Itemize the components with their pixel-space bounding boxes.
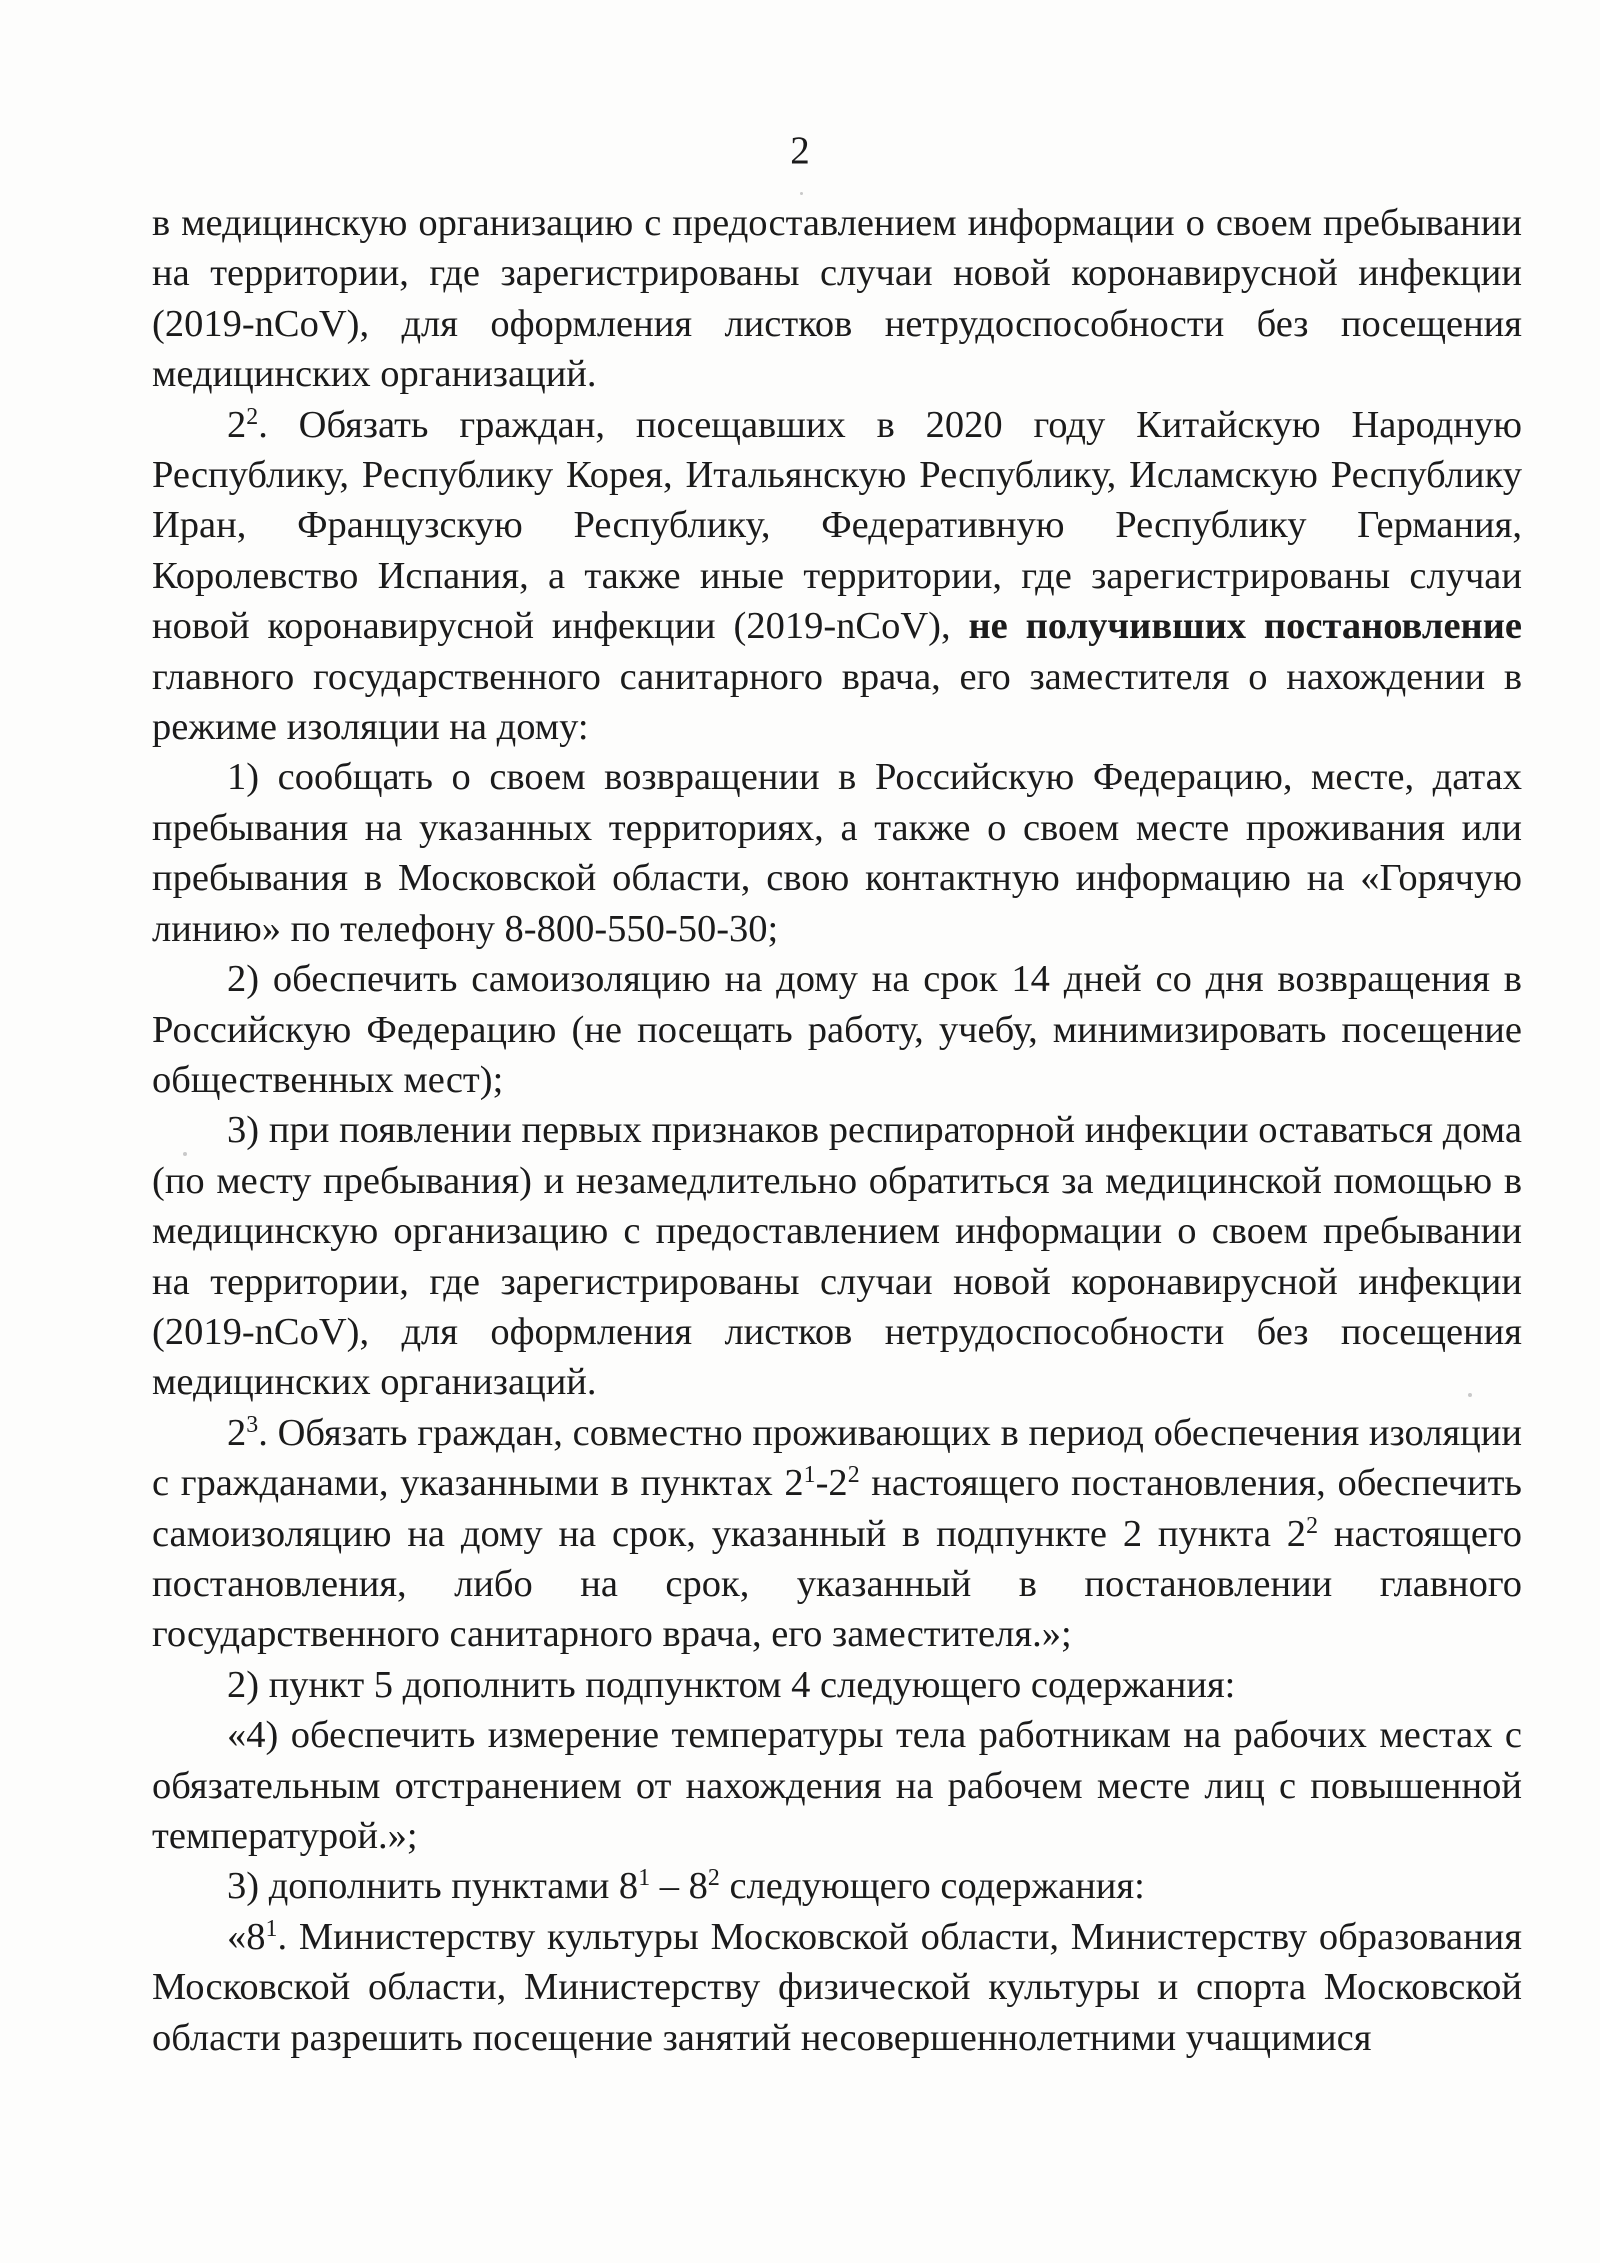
superscript-b: 2 <box>847 1462 860 1489</box>
superscript-a: 1 <box>265 1915 278 1942</box>
amendment-points-8 <box>152 1861 1522 1911</box>
superscript-a: 1 <box>803 1462 816 1489</box>
amendment-point-5: 2) пункт 5 дополнить подпунктом 4 следующего содержания: <box>227 1663 1236 1706</box>
paragraph-item-8-1 <box>152 1912 1522 2063</box>
paragraph-text-a: . Обязать граждан, совместно проживающих в период обеспечения изоляции с гражданами, указанными в пунктах 2 <box>152 1411 1522 1505</box>
superscript-b: 2 <box>707 1865 720 1892</box>
paragraph-text-b: -2 <box>815 1462 848 1505</box>
scan-speck <box>183 1152 187 1156</box>
subitem-3: 3) при появлении первых признаков респираторной инфекции оставаться дома (по месту пребывания) и незамедлительно обратиться за медицинской помощью в медицинскую организацию с предоставлением информации о своем пребывании на территории, где зарегистрированы случаи новой коронавирусной инфекции (2019-nCoV), для оформления листков нетрудоспособности без посещения медицинских организаций. <box>152 1109 1522 1404</box>
page-number: 2 <box>790 129 810 172</box>
scan-speck <box>800 192 803 195</box>
bold-emphasis: не получивших постановление <box>968 605 1522 648</box>
subitem-2: 2) обеспечить самоизоляцию на дому на срок 14 дней со дня возвращения в Российскую Федерацию (не посещать работу, учебу, минимизировать посещение общественных мест); <box>152 958 1522 1101</box>
superscript-c: 2 <box>1306 1512 1318 1539</box>
item-superscript: 3 <box>246 1411 259 1438</box>
paragraph-text-a: «8 <box>227 1915 266 1958</box>
paragraph-text-d: настоящего постановления, либо на срок, указанный в постановлении главного государственного санитарного врача, его заместителя.»; <box>152 1512 1522 1656</box>
superscript-a: 1 <box>638 1865 651 1892</box>
paragraph-text-a: 3) дополнить пунктами 8 <box>227 1865 639 1908</box>
paragraph-text-b: . Министерству культуры Московской области, Министерству образования Московской области, Министерству физической культуры и спорта Московской области разрешить посещение занятий несовершеннолетними учащимися <box>152 1915 1522 2059</box>
paragraph-text-c: настоящего постановления, обеспечить самоизоляцию на дому на срок, указанный в подпункте 2 пункта 2 <box>152 1462 1522 1555</box>
paragraph-text-c: следующего содержания: <box>719 1865 1145 1908</box>
paragraph-text-b: – 8 <box>650 1865 708 1908</box>
paragraph-item-2-2 <box>152 400 1522 753</box>
item-number: 2 <box>227 1411 247 1454</box>
document-body <box>152 198 1522 2063</box>
paragraph-continuation: в медицинскую организацию с предоставлением информации о своем пребывании на территории, где зарегистрированы случаи новой коронавирусной инфекции (2019-nCoV), для оформления листков нетрудоспособности без посещения медицинских организаций. <box>152 202 1522 396</box>
item-number: 2 <box>227 403 247 446</box>
paragraph-text-tail: главного государственного санитарного врача, его заместителя о нахождении в режиме изоляции на дому: <box>152 655 1522 749</box>
scan-speck <box>1468 1393 1472 1397</box>
paragraph-item-2-3 <box>152 1408 1522 1660</box>
subitem-1: 1) сообщать о своем возвращении в Российскую Федерацию, месте, датах пребывания на указанных территориях, а также о своем месте проживания или пребывания в Московской области, свою контактную информацию на «Горячую линию» по телефону 8-800-550-50-30; <box>152 756 1522 950</box>
item-superscript: 2 <box>246 403 259 430</box>
amendment-subitem-4: «4) обеспечить измерение температуры тела работникам на рабочих местах с обязательным отстранением от нахождения на рабочем месте лиц с повышенной температурой.»; <box>152 1714 1522 1857</box>
paragraph-text: . Обязать граждан, посещавших в 2020 году Китайскую Народную Республику, Республику Корея, Итальянскую Республику, Исламскую Республику Иран, Французскую Республику, Федеративную Республику Германия, Королевство Испания, а также иные территории, где зарегистрированы случаи новой коронавирусной инфекции (2019-nCoV), <box>152 403 1522 648</box>
